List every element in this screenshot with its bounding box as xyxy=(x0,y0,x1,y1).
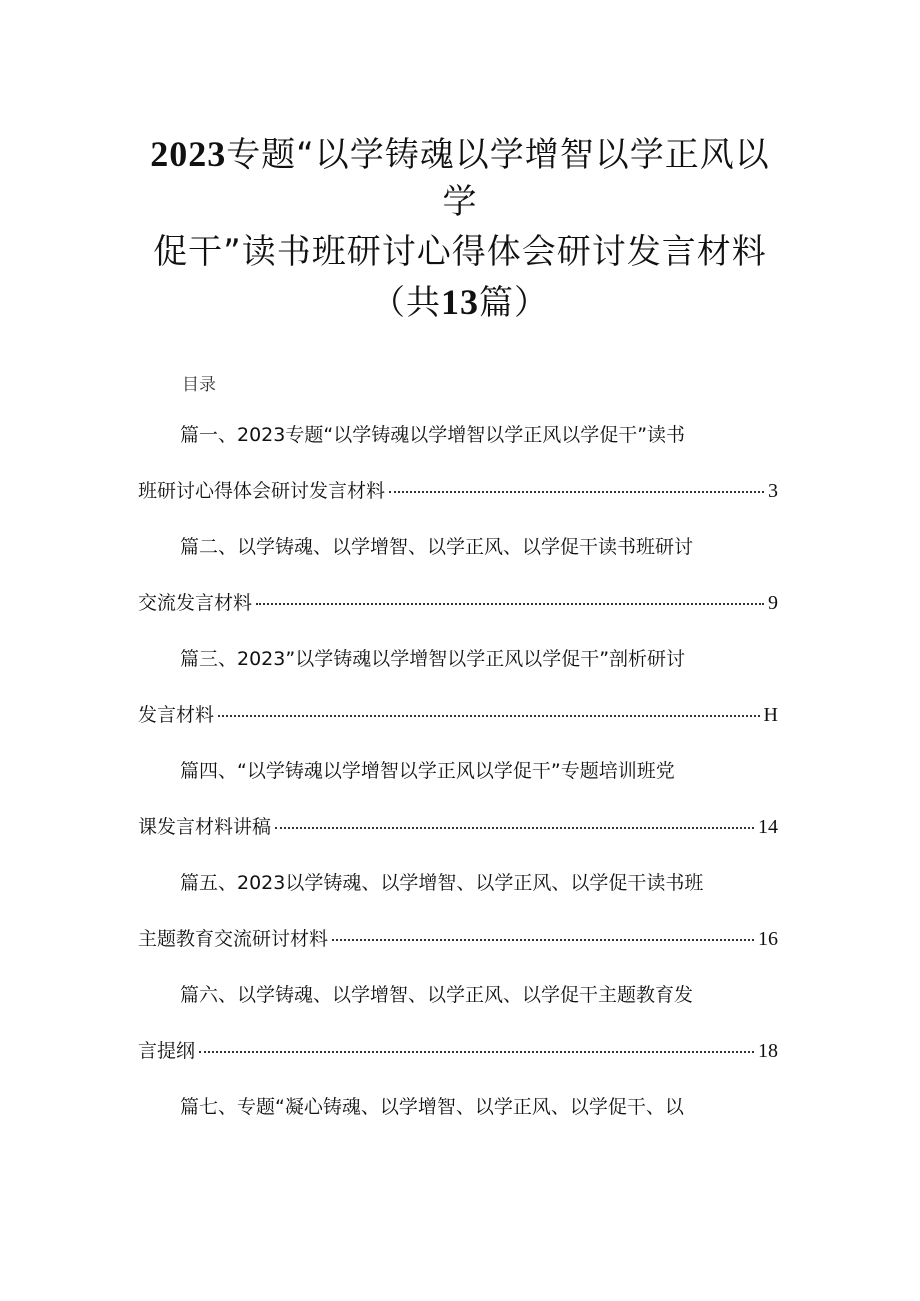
toc-entry-2-continuation[interactable] xyxy=(138,590,778,616)
toc-entry-6-page: 18 xyxy=(758,1040,778,1062)
document-title-line-4 xyxy=(60,278,860,327)
toc-dot-leader xyxy=(389,491,764,493)
toc-entry-1-title[interactable]: 篇一、2023专题“以学铸魂以学增智以学正风以学促干”读书 xyxy=(180,424,686,446)
toc-entry-3-title[interactable]: 篇三、2023”以学铸魂以学增智以学正风以学促干”剖析研讨 xyxy=(180,648,686,670)
toc-entry-4-page: 14 xyxy=(758,816,778,838)
toc-entry-1-continuation[interactable] xyxy=(138,478,778,504)
document-title-line-1 xyxy=(60,130,860,179)
title-count-suffix: 篇） xyxy=(479,283,549,323)
toc-entry-7-title[interactable]: 篇七、专题“凝心铸魂、以学增智、以学正风、以学促干、以 xyxy=(180,1096,684,1118)
toc-entry-6-continuation[interactable] xyxy=(138,1038,778,1064)
toc-entry-1-title-cont: 班研讨心得体会研讨发言材料 xyxy=(138,480,386,502)
toc-entry-2-page: 9 xyxy=(768,592,778,614)
toc-entry-4-title-cont: 课发言材料讲稿 xyxy=(138,816,272,838)
document-title-line-3: 促干”读书班研讨心得体会研讨发言材料 xyxy=(153,232,767,272)
toc-entry-2-title-cont: 交流发言材料 xyxy=(138,592,253,614)
toc-dot-leader xyxy=(256,603,764,605)
toc-entry-2-title[interactable]: 篇二、以学铸魂、以学增智、以学正风、以学促干读书班研讨 xyxy=(180,536,694,558)
toc-entry-6-title-cont: 言提纲 xyxy=(138,1040,196,1062)
toc-dot-leader xyxy=(332,939,754,941)
toc-dot-leader xyxy=(275,827,754,829)
toc-entry-4-continuation[interactable] xyxy=(138,814,778,840)
toc-entry-6-title[interactable]: 篇六、以学铸魂、以学增智、以学正风、以学促干主题教育发 xyxy=(180,984,694,1006)
document-title-line-2: 学 xyxy=(442,182,478,222)
title-year: 2023 xyxy=(150,134,227,174)
toc-entry-4-title[interactable]: 篇四、“以学铸魂以学增智以学正风以学促干”专题培训班党 xyxy=(180,760,675,782)
toc-entry-3-title-cont: 发言材料 xyxy=(138,704,215,726)
toc-entry-5-title[interactable]: 篇五、2023以学铸魂、以学增智、以学正风、以学促干读书班 xyxy=(180,872,704,894)
toc-dot-leader xyxy=(199,1051,754,1053)
toc-heading: 目录 xyxy=(182,375,216,395)
toc-entry-3-page: H xyxy=(763,704,778,726)
toc-dot-leader xyxy=(218,715,760,717)
title-count: 13 xyxy=(441,282,479,322)
toc-entry-3-continuation[interactable] xyxy=(138,702,778,728)
toc-entry-1-page: 3 xyxy=(768,480,778,502)
title-count-prefix: （共 xyxy=(371,283,441,323)
toc-entry-5-continuation[interactable] xyxy=(138,926,778,952)
toc-entry-5-title-cont: 主题教育交流研讨材料 xyxy=(138,928,329,950)
toc-entry-5-page: 16 xyxy=(758,928,778,950)
title-text-1: 专题“以学铸魂以学增智以学正风以 xyxy=(226,135,770,175)
